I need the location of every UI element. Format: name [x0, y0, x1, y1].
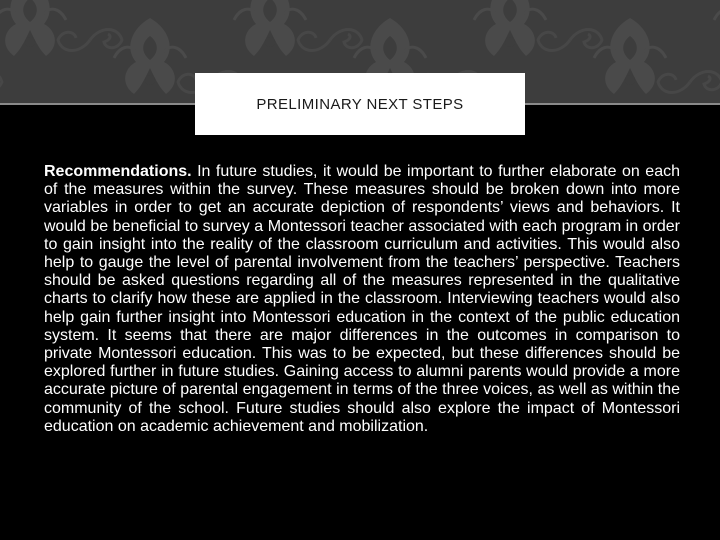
recommendations-body: In future studies, it would be important to further elaborate on each of the measures within the survey. These measures should be broken down into more variables in order to get an accurate depiction of respondents’ views and behaviors. It would be beneficial to survey a Montessori teacher associated with each program in order to gain insight into the reality of the classroom curriculum and activities. This would also help to gauge the level of parental involvement from the teachers’ perspective. Teachers should be asked questions regarding all of the measures represented in the qualitative charts to clarify how these are applied in the classroom. Interviewing teachers would also help gain further insight into Montessori education in the context of the public education system. It seems that there are major differences in the outcomes in comparison to private Montessori education. This was to be expected, but these differences should be explored further in future studies. Gaining access to alumni parents would provide a more accurate picture of parental engagement in terms of the three voices, as well as within the community of the school. Future studies should also explore the impact of Montessori education on academic achievement and mobilization. [44, 163, 680, 435]
slide-title: PRELIMINARY NEXT STEPS [256, 95, 464, 113]
recommendations-paragraph [44, 163, 680, 436]
title-box [195, 73, 525, 135]
recommendations-heading: Recommendations. [44, 163, 192, 180]
